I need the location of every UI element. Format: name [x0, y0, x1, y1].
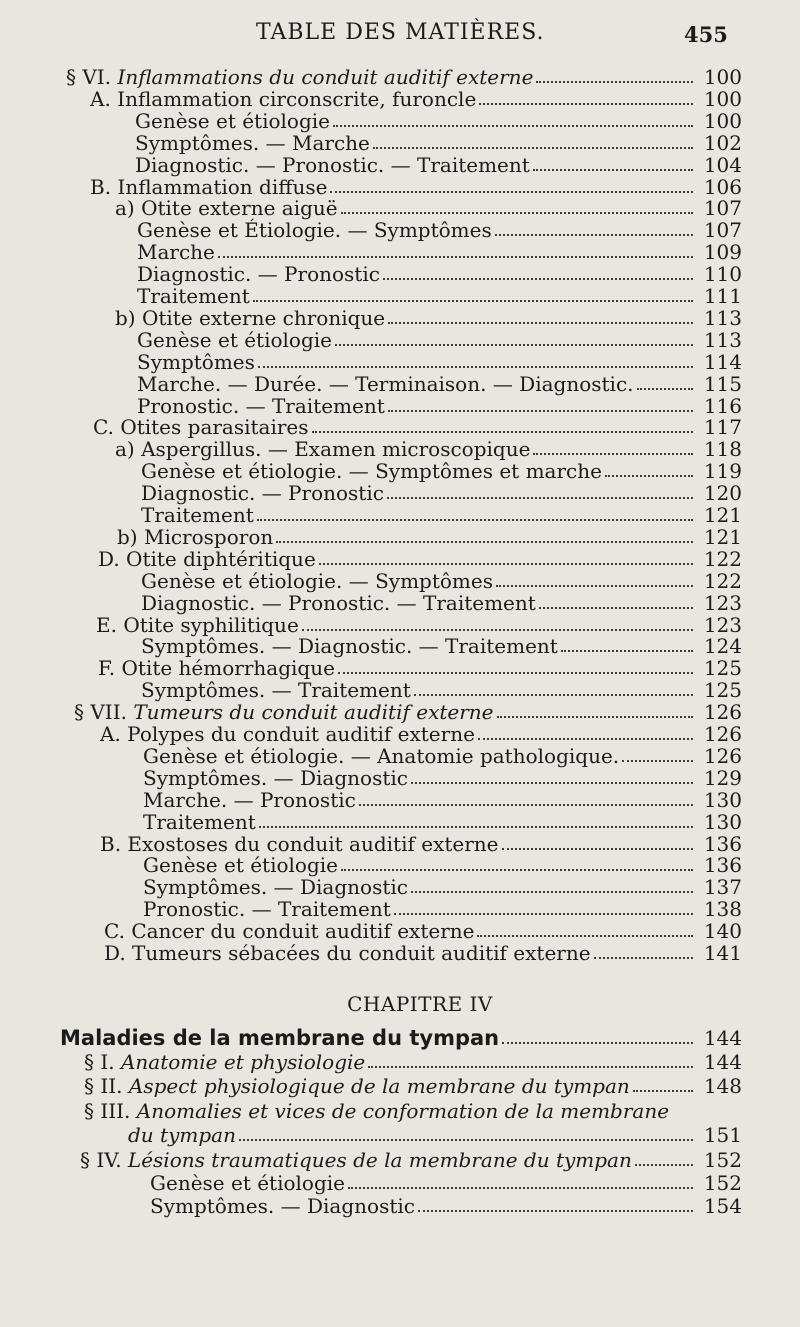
entry-page-number: 144 [703, 1026, 742, 1050]
entry-title [143, 789, 356, 811]
dot-leader [539, 607, 693, 609]
toc-entry [66, 66, 742, 88]
entry-page-number: 121 [703, 525, 742, 549]
dot-leader [218, 256, 693, 258]
entry-page-number: 100 [703, 87, 742, 111]
toc-entry [137, 329, 742, 351]
entry-section-number: § IV. [80, 1148, 128, 1172]
entry-title [141, 460, 602, 482]
entry-text: Microsporon [143, 525, 274, 549]
entry-title [143, 811, 256, 833]
entry-text: du tympan [128, 1123, 236, 1147]
entry-page-number: 123 [703, 613, 742, 637]
dot-leader [333, 125, 693, 127]
entry-text: Otite externe chronique [141, 306, 386, 330]
toc-entry [137, 351, 742, 373]
entry-text: Otite externe aiguë [141, 196, 338, 220]
entry-section-number: § I. [84, 1050, 121, 1074]
toc-entry [143, 876, 742, 898]
entry-page-number: 138 [703, 897, 742, 921]
toc-entry [135, 110, 742, 132]
entry-title [104, 920, 474, 942]
entry-title [117, 526, 273, 548]
entry-section-number: § VII. [74, 700, 134, 724]
toc-entry [135, 132, 742, 154]
entry-page-number: 121 [703, 503, 742, 527]
entry-page-number: 109 [703, 240, 742, 264]
entry-title [137, 263, 380, 285]
entry-title [66, 66, 533, 88]
toc-entry [137, 263, 742, 285]
entry-title [93, 416, 309, 438]
entry-title [143, 767, 408, 789]
entry-title [143, 745, 619, 767]
entry-page-number: 113 [703, 328, 742, 352]
entry-page-number: 126 [703, 722, 742, 746]
entry-text: Diagnostic. — Pronostic. — Traitement [141, 591, 536, 615]
entry-section-number: § III. [84, 1099, 137, 1123]
entry-title [98, 657, 335, 679]
entry-page-number: 102 [703, 131, 742, 155]
dot-leader [622, 760, 693, 762]
entry-section-number: E. [96, 613, 124, 637]
entry-page-number: 122 [703, 569, 742, 593]
toc-entry [115, 197, 742, 219]
toc-entry [117, 526, 742, 548]
dot-leader [383, 278, 693, 280]
entry-text: Genèse et étiologie. — Symptômes et marche [141, 459, 602, 483]
chapter-entry [84, 1075, 742, 1097]
entry-title [100, 833, 499, 855]
entry-page-number: 123 [703, 591, 742, 615]
entry-title [137, 219, 492, 241]
entry-page-number: 115 [703, 372, 742, 396]
dot-leader [373, 147, 693, 149]
entry-title [115, 197, 338, 219]
entry-text: Otite syphilitique [123, 613, 299, 637]
entry-page-number: 140 [703, 919, 742, 943]
entry-text: Exostoses du conduit auditif externe [127, 832, 499, 856]
entry-title [137, 351, 255, 373]
entry-title [98, 548, 316, 570]
entry-page-number: 148 [703, 1074, 742, 1098]
entry-text: Genèse et Étiologie. — Symptômes [137, 218, 492, 242]
entry-title [80, 1149, 632, 1171]
entry-title [137, 373, 634, 395]
entry-page-number: 144 [703, 1050, 742, 1074]
toc-entry [115, 438, 742, 460]
dot-leader [348, 1187, 693, 1189]
entry-page-number: 100 [703, 109, 742, 133]
entry-page-number: 122 [703, 547, 742, 571]
toc-entry [100, 833, 742, 855]
entry-title [60, 1027, 499, 1049]
entry-text: Pronostic. — Traitement [137, 394, 385, 418]
toc-entry [143, 811, 742, 833]
page-number: 455 [684, 22, 728, 47]
toc-entry [90, 176, 742, 198]
toc-entry [141, 482, 742, 504]
entry-page-number: 104 [703, 153, 742, 177]
toc-entry [141, 460, 742, 482]
entry-title [141, 679, 411, 701]
dot-leader [319, 563, 693, 565]
dot-leader [388, 410, 693, 412]
toc-entry [141, 635, 742, 657]
dot-leader [495, 234, 693, 236]
dot-leader [414, 694, 693, 696]
entry-section-number: § II. [84, 1074, 129, 1098]
dot-leader [418, 1210, 693, 1212]
toc-entry [96, 614, 742, 636]
entry-text: Inflammations du conduit auditif externe [117, 65, 534, 89]
dot-leader [633, 1090, 693, 1092]
entry-page-number: 136 [703, 853, 742, 877]
entry-section-number: § VI. [66, 65, 118, 89]
toc-entry [137, 219, 742, 241]
entry-section-number: B. [100, 832, 128, 856]
dot-leader [341, 212, 693, 214]
chapter-entry [84, 1051, 742, 1073]
entry-page-number: 110 [703, 262, 742, 286]
entry-page-number: 113 [703, 306, 742, 330]
dot-leader [411, 782, 693, 784]
entry-text: Marche. — Pronostic [143, 788, 356, 812]
entry-text: Diagnostic. — Pronostic [141, 481, 384, 505]
entry-text: Symptômes. — Marche [135, 131, 370, 155]
toc-entry [104, 942, 742, 964]
toc-entry [137, 395, 742, 417]
entry-title [84, 1100, 669, 1122]
entry-title [137, 395, 385, 417]
chapter-entry [84, 1100, 742, 1122]
entry-text: Marche. — Durée. — Terminaison. — Diagnostic. [137, 372, 634, 396]
entry-text: Genèse et étiologie [137, 328, 332, 352]
toc-entry [135, 154, 742, 176]
chapter-entry [150, 1195, 742, 1217]
dot-leader [533, 169, 693, 171]
entry-text: Inflammation circonscrite, furoncle [117, 87, 477, 111]
entry-page-number: 141 [703, 941, 742, 965]
entry-text: Genèse et étiologie [150, 1171, 345, 1195]
dot-leader [497, 716, 693, 718]
toc-entry [143, 898, 742, 920]
entry-page-number: 117 [703, 415, 742, 439]
entry-page-number: 107 [703, 196, 742, 220]
dot-leader [478, 738, 693, 740]
entry-page-number: 130 [703, 810, 742, 834]
entry-text: Pronostic. — Traitement [143, 897, 391, 921]
dot-leader [637, 388, 693, 390]
entry-page-number: 126 [703, 700, 742, 724]
toc-entry [143, 854, 742, 876]
dot-leader [359, 804, 693, 806]
entry-text: Anatomie et physiologie [120, 1050, 366, 1074]
entry-title [143, 854, 338, 876]
toc-entry [141, 504, 742, 526]
entry-section-number: C. [93, 415, 121, 439]
entry-title [74, 701, 494, 723]
dot-leader [258, 366, 693, 368]
dot-leader [536, 81, 693, 83]
dot-leader [561, 650, 693, 652]
entry-section-number: A. [90, 87, 118, 111]
toc-entry [115, 307, 742, 329]
entry-title [143, 876, 408, 898]
running-title: TABLE DES MATIÈRES. [256, 20, 545, 45]
chapter-entry [150, 1172, 742, 1194]
entry-text: Otite diphtéritique [126, 547, 316, 571]
toc-entry [98, 657, 742, 679]
dot-leader [594, 957, 693, 959]
entry-title [115, 307, 385, 329]
entry-text: Polypes du conduit auditif externe [127, 722, 475, 746]
entry-title [115, 438, 530, 460]
dot-leader [368, 1066, 693, 1068]
toc-entry [141, 570, 742, 592]
toc-entry [143, 745, 742, 767]
entry-title [135, 132, 370, 154]
entry-page-number: 116 [703, 394, 742, 418]
entry-text: Symptômes [137, 350, 255, 374]
dot-leader [479, 103, 693, 105]
page-header [0, 18, 800, 52]
entry-page-number: 125 [703, 678, 742, 702]
entry-page-number: 136 [703, 832, 742, 856]
dot-leader [502, 1042, 693, 1044]
toc-entry [143, 789, 742, 811]
dot-leader [302, 629, 693, 631]
entry-page-number: 111 [703, 284, 742, 308]
entry-text: Traitement [137, 284, 250, 308]
dot-leader [388, 322, 693, 324]
entry-section-number: B. [90, 175, 118, 199]
entry-title [135, 154, 530, 176]
entry-section-number: F. [98, 656, 122, 680]
entry-section-number: A. [100, 722, 128, 746]
toc-entry [98, 548, 742, 570]
toc-entry [74, 701, 742, 723]
entry-page-number: 125 [703, 656, 742, 680]
entry-title [104, 942, 591, 964]
entry-page-number: 130 [703, 788, 742, 812]
chapter-heading: CHAPITRE IV [347, 992, 493, 1016]
dot-leader [502, 848, 693, 850]
entry-page-number: 114 [703, 350, 742, 374]
entry-page-number: 106 [703, 175, 742, 199]
dot-leader [335, 344, 693, 346]
toc-entry [100, 723, 742, 745]
dot-leader [533, 453, 693, 455]
dot-leader [257, 519, 693, 521]
toc-entry [137, 241, 742, 263]
toc-entry [141, 592, 742, 614]
entry-title [100, 723, 475, 745]
entry-title [141, 482, 384, 504]
toc-entry [143, 767, 742, 789]
entry-text: Lésions traumatiques de la membrane du tympan [127, 1148, 632, 1172]
entry-section-number: b) [115, 306, 142, 330]
dot-leader [605, 475, 693, 477]
entry-text: Inflammation diffuse [117, 175, 328, 199]
dot-leader [496, 585, 693, 587]
entry-text: Symptômes. — Diagnostic [143, 766, 408, 790]
entry-text: Marche [137, 240, 215, 264]
entry-title [143, 898, 391, 920]
entry-title [84, 1051, 365, 1073]
entry-text: Symptômes. — Diagnostic [143, 875, 408, 899]
entry-section-number: D. [98, 547, 127, 571]
entry-text: Traitement [141, 503, 254, 527]
entry-page-number: 152 [703, 1148, 742, 1172]
entry-title [141, 504, 254, 526]
entry-page-number: 154 [703, 1194, 742, 1218]
entry-text: Genèse et étiologie [143, 853, 338, 877]
dot-leader [259, 826, 693, 828]
toc-entry [141, 679, 742, 701]
dot-leader [477, 935, 693, 937]
entry-text: Anomalies et vices de conformation de la membrane [136, 1099, 670, 1123]
dot-leader [387, 497, 693, 499]
entry-page-number: 151 [703, 1123, 742, 1147]
toc-entry [104, 920, 742, 942]
entry-text: Genèse et étiologie. — Symptômes [141, 569, 493, 593]
entry-text: Symptômes. — Traitement [141, 678, 411, 702]
entry-title [128, 1124, 236, 1146]
toc-entry [137, 285, 742, 307]
entry-page-number: 124 [703, 634, 742, 658]
entry-title [135, 110, 330, 132]
entry-text: Tumeurs du conduit auditif externe [133, 700, 494, 724]
entry-text: Traitement [143, 810, 256, 834]
entry-title [96, 614, 299, 636]
entry-section-number: D. [104, 941, 133, 965]
chapter-entry [80, 1149, 742, 1171]
entry-title [84, 1075, 630, 1097]
dot-leader [276, 541, 693, 543]
entry-text: Maladies de la membrane du tympan [60, 1026, 500, 1050]
entry-title [90, 88, 476, 110]
entry-section-number: a) [115, 196, 142, 220]
entry-text: Diagnostic. — Pronostic [137, 262, 380, 286]
entry-section-number: a) [115, 437, 142, 461]
chapter-entry [60, 1027, 742, 1049]
dot-leader [253, 300, 693, 302]
toc-entry [93, 416, 742, 438]
entry-text: Symptômes. — Diagnostic. — Traitement [141, 634, 558, 658]
entry-page-number: 129 [703, 766, 742, 790]
dot-leader [338, 672, 693, 674]
entry-text: Tumeurs sébacées du conduit auditif externe [132, 941, 591, 965]
entry-title [150, 1195, 415, 1217]
dot-leader [411, 891, 693, 893]
toc-entry [137, 373, 742, 395]
dot-leader [312, 431, 693, 433]
entry-page-number: 107 [703, 218, 742, 242]
entry-title [150, 1172, 345, 1194]
entry-page-number: 126 [703, 744, 742, 768]
entry-title [137, 329, 332, 351]
dot-leader [635, 1164, 693, 1166]
entry-text: Aspect physiologique de la membrane du tympan [128, 1074, 630, 1098]
entry-section-number: C. [104, 919, 132, 943]
entry-page-number: 137 [703, 875, 742, 899]
chapter-entry [128, 1124, 742, 1146]
entry-text: Diagnostic. — Pronostic. — Traitement [135, 153, 530, 177]
entry-page-number: 152 [703, 1171, 742, 1195]
entry-text: Genèse et étiologie. — Anatomie pathologique. [143, 744, 620, 768]
dot-leader [394, 913, 693, 915]
entry-page-number: 100 [703, 65, 742, 89]
entry-text: Symptômes. — Diagnostic [150, 1194, 415, 1218]
entry-title [141, 635, 558, 657]
entry-page-number: 118 [703, 437, 742, 461]
entry-text: Cancer du conduit auditif externe [131, 919, 475, 943]
dot-leader [341, 869, 693, 871]
entry-title [137, 285, 250, 307]
entry-text: Otite hémorrhagique [121, 656, 335, 680]
entry-page-number: 119 [703, 459, 742, 483]
entry-section-number: b) [117, 525, 144, 549]
dot-leader [330, 191, 693, 193]
entry-title [137, 241, 215, 263]
entry-page-number: 120 [703, 481, 742, 505]
entry-text: Genèse et étiologie [135, 109, 330, 133]
entry-title [141, 570, 493, 592]
dot-leader [239, 1139, 693, 1141]
entry-text: Aspergillus. — Examen microscopique [141, 437, 531, 461]
entry-title [141, 592, 536, 614]
entry-title [90, 176, 327, 198]
entry-text: Otites parasitaires [120, 415, 309, 439]
toc-entry [90, 88, 742, 110]
